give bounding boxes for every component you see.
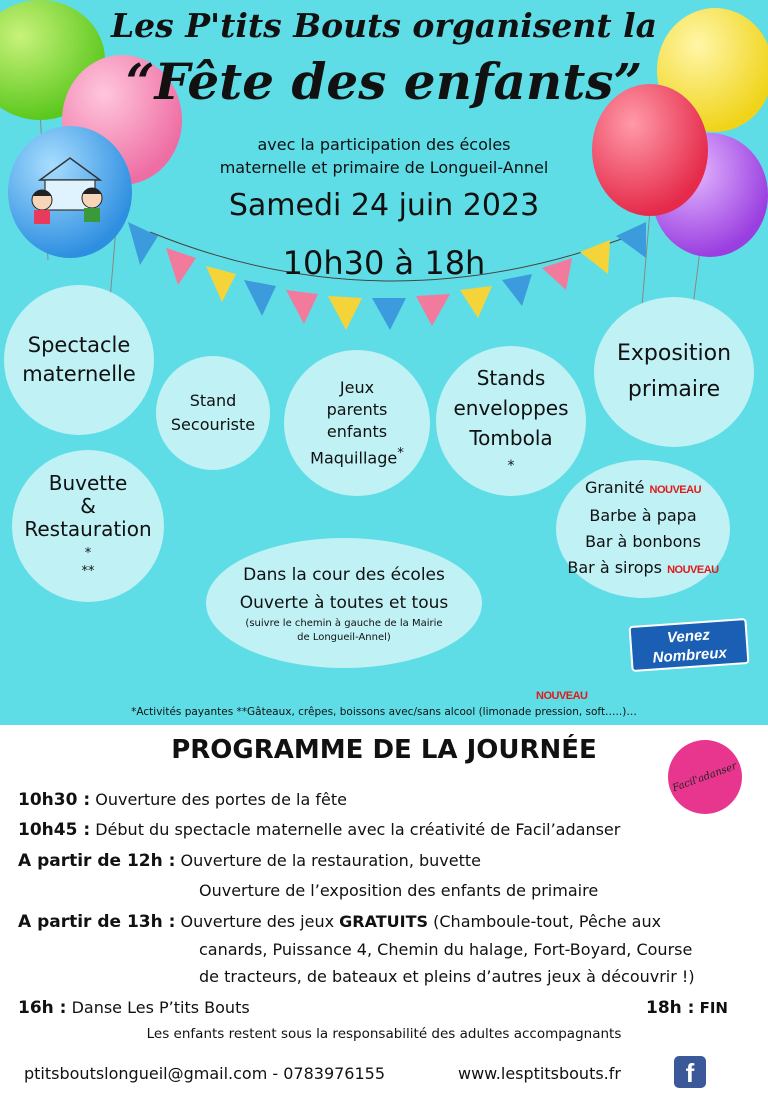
sweets-granite: Granité <box>584 478 645 497</box>
secouriste-label-1: Stand <box>189 391 237 410</box>
programme-end-time: 18h : <box>646 998 695 1018</box>
buvette-label-2: & <box>80 493 96 518</box>
programme-row-7 <box>199 967 695 986</box>
exposition-label-2: primaire <box>627 377 721 402</box>
facil-adanser-logo-text: Facil'adanser <box>671 760 739 794</box>
venez-label-2: Nombreux <box>652 644 728 667</box>
spectacle-label-2: maternelle <box>22 362 136 386</box>
footnote-nouveau-badge: NOUVEAU <box>536 690 588 702</box>
jeux-paid-mark: * <box>397 445 404 461</box>
programme-row-6 <box>199 940 692 959</box>
programme-time: A partir de 13h : <box>18 912 176 932</box>
bubble-stands-enveloppes <box>436 346 586 496</box>
participation-line-2: maternelle et primaire de Longueil-Annel <box>219 158 549 177</box>
programme-time: A partir de 12h : <box>18 851 176 871</box>
bubble-stand-secouriste <box>156 356 270 470</box>
programme-text: Ouverture des jeux <box>180 912 340 931</box>
jeux-label-3: enfants <box>326 421 388 441</box>
bubble-exposition <box>594 297 754 447</box>
venez-label-1: Venez <box>666 626 711 647</box>
programme-row-3 <box>18 851 481 871</box>
programme-gratuits: GRATUITS <box>339 912 429 931</box>
programme-text: Début du spectacle maternelle avec la créativité de Facil’adanser <box>95 820 621 839</box>
sweets-bar-a-bonbons: Bar à bonbons <box>585 532 701 551</box>
bubble-jeux <box>284 350 430 496</box>
location-note-1: (suivre le chemin à gauche de la Mairie <box>245 618 443 629</box>
title-line-2: “Fête des enfants” <box>125 52 643 111</box>
programme-row-1 <box>18 790 347 810</box>
stands-paid-mark: * <box>507 458 515 474</box>
programme-row-2 <box>18 820 620 840</box>
participation-line-1: avec la participation des écoles <box>257 135 511 154</box>
bubble-buvette <box>12 450 164 602</box>
facil-adanser-logo <box>668 740 742 814</box>
stands-label-1: Stands <box>476 366 546 390</box>
nouveau-badge: NOUVEAU <box>667 564 719 576</box>
stands-label-3: Tombola <box>469 426 553 450</box>
spectacle-label-1: Spectacle <box>27 333 131 357</box>
programme-row-4 <box>199 881 598 900</box>
programme-text: Ouverture des portes de la fête <box>95 790 347 809</box>
programme-row-8 <box>18 998 250 1018</box>
programme-row-5 <box>18 912 661 932</box>
secouriste-label-2: Secouriste <box>170 415 256 434</box>
programme-end-label: FIN <box>699 999 728 1017</box>
location-line-1: Dans la cour des écoles <box>243 565 445 585</box>
programme-text: canards, Puissance 4, Chemin du halage, Fort-Boyard, Course <box>199 940 693 959</box>
programme-end <box>646 998 728 1018</box>
programme-time: 10h30 : <box>18 790 91 810</box>
bubble-location <box>206 538 482 668</box>
responsibility-note: Les enfants restent sous la responsabilité des adultes accompagnants <box>146 1026 622 1042</box>
bubble-sweets <box>556 460 730 598</box>
contact-email-phone[interactable]: ptitsboutslongueil@gmail.com - 0783976155 <box>24 1064 386 1083</box>
programme-title: PROGRAMME DE LA JOURNÉE <box>171 735 597 765</box>
jeux-label-1: Jeux <box>339 377 375 397</box>
buvette-mark-1: * <box>84 545 92 561</box>
programme-time: 10h45 : <box>18 820 91 840</box>
contact-website[interactable]: www.lesptitsbouts.fr <box>458 1064 621 1083</box>
location-note-2: de Longueil-Annel) <box>297 632 391 643</box>
exposition-label-1: Exposition <box>616 341 732 366</box>
title-line-1: Les P'tits Bouts organisent la <box>110 6 658 45</box>
event-date: Samedi 24 juin 2023 <box>228 188 540 223</box>
nouveau-badge: NOUVEAU <box>649 484 702 496</box>
stands-label-2: enveloppes <box>453 396 569 420</box>
buvette-mark-2: ** <box>81 563 95 579</box>
buvette-label-1: Buvette <box>48 470 128 495</box>
jeux-label-2: parents <box>326 399 388 419</box>
programme-text: de tracteurs, de bateaux et pleins d’autres jeux à découvrir !) <box>199 967 695 986</box>
jeux-label-4: Maquillage <box>310 448 398 468</box>
programme-time: 16h : <box>18 998 67 1018</box>
programme-text: Danse Les P’tits Bouts <box>71 998 250 1017</box>
programme-text: Ouverture de l’exposition des enfants de primaire <box>199 881 599 900</box>
programme-text: (Chamboule-tout, Pêche aux <box>428 912 662 931</box>
venez-nombreux-sign <box>629 618 750 672</box>
programme-text: Ouverture de la restauration, buvette <box>180 851 481 870</box>
buvette-label-3: Restauration <box>24 516 152 541</box>
sweets-barbe-a-papa: Barbe à papa <box>589 506 697 525</box>
sweets-bar-a-sirops: Bar à sirops <box>567 558 662 577</box>
footnote-text: *Activités payantes **Gâteaux, crêpes, boissons avec/sans alcool (limonade pression, soft…..)… <box>131 706 637 718</box>
facebook-icon[interactable]: f <box>674 1056 706 1088</box>
event-hours: 10h30 à 18h <box>282 244 486 282</box>
location-line-2: Ouverte à toutes et tous <box>239 593 449 613</box>
bubble-spectacle <box>4 285 154 435</box>
